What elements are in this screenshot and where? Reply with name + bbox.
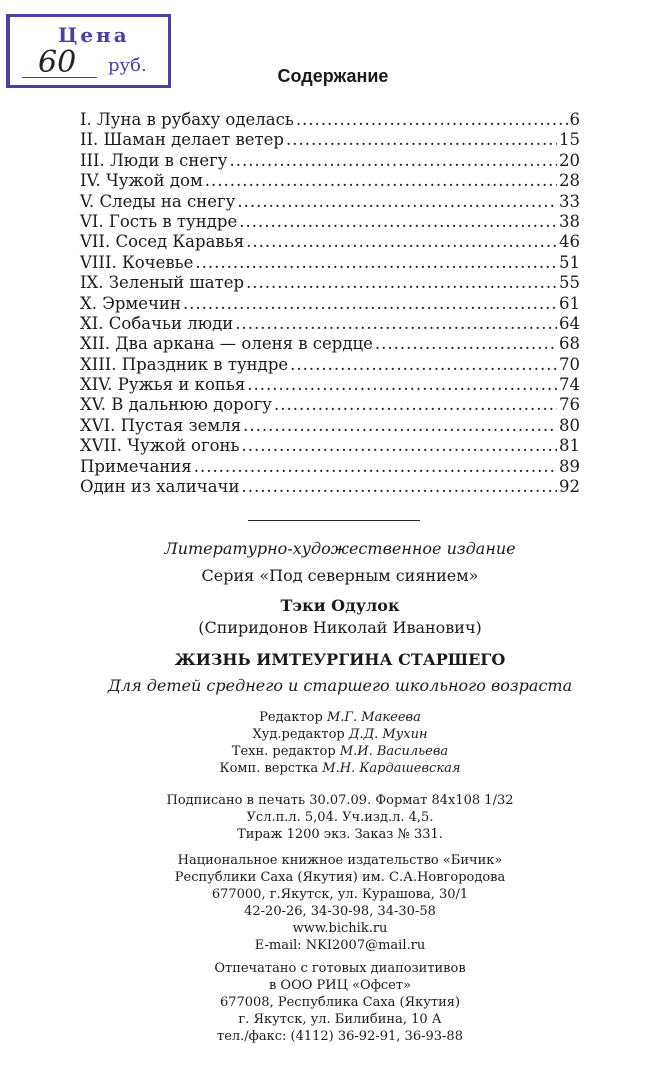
printer-line: 677008, Республика Саха (Якутия) [219, 995, 461, 1010]
divider [248, 520, 420, 521]
toc-entry-page: 28 [559, 171, 580, 191]
dot-leader [195, 253, 557, 273]
dot-leader [290, 355, 557, 375]
credit-line [40, 710, 640, 725]
dot-leader [194, 457, 557, 477]
publisher-line: Республики Саха (Якутия) им. С.А.Новгородова [174, 870, 506, 885]
dot-leader [247, 375, 557, 395]
toc-entry-page: 51 [559, 252, 580, 272]
book-title: ЖИЗНЬ ИМТЕУРГИНА СТАРШЕГО [174, 650, 506, 669]
toc-entry-page: 74 [559, 375, 580, 395]
credit-line [40, 744, 640, 759]
toc-entry-page: 92 [559, 477, 580, 497]
toc-entry-label: XVII. Чужой огонь [80, 436, 240, 456]
toc-entry [80, 314, 580, 334]
toc-entry-label: I. Луна в рубаху оделась [80, 110, 294, 129]
print-info-line: Подписано в печать 30.07.09. Формат 84x108 1/32 [166, 793, 514, 808]
dot-leader [243, 416, 557, 436]
credit-name: М.И. Васильева [339, 744, 449, 759]
toc-entry [80, 110, 580, 130]
printer-line: тел./факс: (4112) 36-92-91, 36-93-88 [217, 1029, 463, 1044]
publisher-line: www.bichik.ru [292, 921, 388, 936]
toc-entry [80, 171, 580, 191]
dot-leader [241, 477, 557, 497]
credit-name: М.Г. Макеева [326, 710, 421, 725]
dot-leader [286, 130, 557, 150]
handwritten-price: 60 [38, 45, 77, 80]
author-real-name: (Спиридонов Николай Иванович) [198, 618, 482, 637]
toc-entry [80, 416, 580, 436]
dot-leader [205, 171, 557, 191]
toc-entry-page: 15 [559, 130, 580, 150]
author: Тэки Одулок [280, 596, 400, 615]
credit-line [40, 761, 640, 776]
dot-leader [239, 212, 557, 232]
toc-entry-label: II. Шаман делает ветер [80, 130, 284, 150]
toc-entry-label: XIII. Праздник в тундре [80, 354, 289, 374]
credit-role: Комп. верстка [219, 761, 319, 776]
toc-entry [80, 395, 580, 415]
dot-leader [183, 294, 557, 314]
toc-entry-label: V. Следы на снегу [80, 191, 236, 211]
dot-leader [229, 151, 557, 171]
credit-name: Д.Д. Мухин [348, 727, 428, 742]
toc-entry-page: 55 [559, 273, 580, 293]
table-of-contents [80, 110, 580, 497]
stamp-label: Цена [58, 23, 130, 47]
toc-entry-label: Примечания [80, 456, 192, 476]
credit-line [40, 727, 640, 742]
toc-entry [80, 253, 580, 273]
toc-entry-label: XV. В дальнюю дорогу [80, 395, 273, 415]
toc-entry-page: 64 [559, 313, 580, 333]
publisher-line: E-mail: NKI2007@mail.ru [254, 938, 426, 953]
toc-entry [80, 130, 580, 150]
toc-entry-page: 46 [559, 232, 580, 252]
toc-entry [80, 477, 580, 497]
publisher-line: 677000, г.Якутск, ул. Курашова, 30/1 [211, 887, 469, 902]
toc-entry [80, 192, 580, 212]
stamp-currency: руб. [108, 55, 147, 76]
toc-entry-page: 20 [559, 150, 580, 170]
dot-leader [246, 273, 557, 293]
print-info-line: Тираж 1200 экз. Заказ № 331. [237, 827, 443, 842]
dot-leader [296, 110, 568, 130]
toc-entry-page: 33 [559, 191, 580, 211]
toc-entry [80, 273, 580, 293]
toc-entry-page: 61 [559, 293, 580, 313]
toc-entry-page: 76 [559, 395, 580, 415]
toc-entry-page: 89 [559, 456, 580, 476]
toc-entry-label: VI. Гость в тундре [80, 211, 238, 231]
publisher-line: 42-20-26, 34-30-98, 34-30-58 [244, 904, 436, 919]
toc-entry [80, 151, 580, 171]
printer-line: г. Якутск, ул. Билибина, 10 А [238, 1012, 442, 1027]
toc-entry-label: XI. Собачьи люди [80, 313, 234, 333]
credit-role: Редактор [259, 710, 323, 725]
toc-entry [80, 457, 580, 477]
toc-entry-label: IX. Зеленый шатер [80, 273, 245, 293]
toc-entry-label: X. Эрмечин [80, 293, 181, 313]
toc-entry [80, 334, 580, 354]
toc-entry-page: 6 [569, 110, 580, 129]
dot-leader [246, 232, 557, 252]
toc-entry-page: 80 [559, 415, 580, 435]
dot-leader [274, 395, 557, 415]
toc-entry [80, 355, 580, 375]
genre: Литературно-художественное издание [164, 539, 516, 558]
credit-name: М.Н. Кардашевская [322, 761, 461, 776]
toc-entry-label: Один из халичачи [80, 477, 240, 497]
toc-entry-page: 81 [559, 436, 580, 456]
toc-entry-label: VIII. Кочевье [80, 252, 194, 272]
dot-leader [242, 436, 558, 456]
toc-entry [80, 436, 580, 456]
dot-leader [235, 314, 557, 334]
toc-entry [80, 294, 580, 314]
toc-entry-page: 38 [559, 211, 580, 231]
credit-role: Худ.редактор [252, 727, 345, 742]
dot-leader [375, 334, 557, 354]
series: Серия «Под северным сиянием» [201, 566, 479, 585]
toc-entry-label: XIV. Ружья и копья [80, 375, 246, 395]
toc-entry [80, 375, 580, 395]
toc-entry-page: 70 [559, 354, 580, 374]
toc-entry-label: XVI. Пустая земля [80, 415, 242, 435]
toc-entry-label: VII. Сосед Каравья [80, 232, 245, 252]
toc-entry [80, 232, 580, 252]
publisher-line: Национальное книжное издательство «Бичик» [177, 853, 503, 868]
page-title: Содержание [277, 66, 389, 86]
printer-line: в ООО РИЦ «Офсет» [268, 978, 412, 993]
toc-entry-label: III. Люди в снегу [80, 150, 228, 170]
audience: Для детей среднего и старшего школьного возраста [107, 676, 573, 695]
print-info-line: Усл.п.л. 5,04. Уч.изд.л. 4,5. [246, 810, 434, 825]
printer-line: Отпечатано с готовых диапозитивов [214, 961, 466, 976]
dot-leader [237, 192, 557, 212]
toc-entry-label: XII. Два аркана — оленя в сердце [80, 334, 373, 354]
toc-entry [80, 212, 580, 232]
toc-entry-page: 68 [559, 334, 580, 354]
toc-entry-label: IV. Чужой дом [80, 171, 203, 191]
credit-role: Техн. редактор [231, 744, 336, 759]
